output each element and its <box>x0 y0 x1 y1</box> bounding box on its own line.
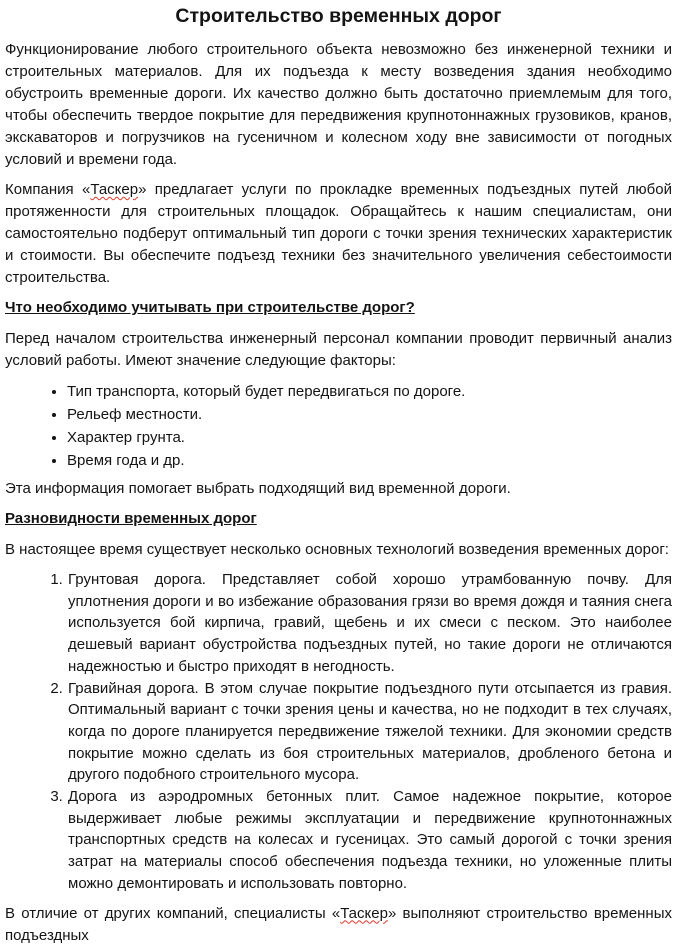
paragraph-company <box>5 179 672 289</box>
paragraph-outro <box>5 903 672 947</box>
factors-list-item-relief: • Рельеф местности. <box>67 403 672 426</box>
paragraph-outro-pre: В отличие от других компаний, специалисты « <box>5 904 341 922</box>
paragraph-factors-intro: Перед началом строительства инженерный персонал компании проводит первичный анализ условий работы. Имеют значение следующие факторы: <box>5 330 672 369</box>
spellcheck-word-tasker-2[interactable]: Таскер <box>340 904 388 922</box>
section-heading-factors: Что необходимо учитывать при строительстве дорог? <box>5 299 415 316</box>
paragraph-company-pre: Компания « <box>5 181 91 198</box>
paragraph-intro: Функционирование любого строительного объекта невозможно без инженерной техники и строительных материалов. Для их подъезда к месту возведения здания необходимо обустроить временные дороги. Их качество должно быть достаточно приемлемым для того, чтобы обеспечить твердое покрытие для передвижения крупнотоннажных грузовиков, кранов, экскаваторов и погрузчиков на гусеничном и колесном ходу вне зависимости от погодных условий и времени года. <box>5 41 672 168</box>
road-type-item-gravel: 2. Гравийная дорога. В этом случае покрытие подъездного пути отсыпается из гравия. Оптимальный вариант с точки зрения цены и качества, но не подходит в тех случаях, когда по дороге планируется передвижение тяжелой техники. Для экономии средств покрытие можно сделать из боя строительных материалов, дробленого бетона и другого подобного строительного мусора. <box>67 678 672 787</box>
factors-list-item-season: • Время года и др. <box>67 449 672 472</box>
factors-list <box>5 380 672 472</box>
document-canvas[interactable] <box>5 4 672 947</box>
spellcheck-word-tasker[interactable]: Таскер <box>90 181 139 198</box>
road-type-item-dirt: 1. Грунтовая дорога. Представляет собой хорошо утрамбованную почву. Для уплотнения дороги и во избежание образования грязи во время дождя и таяния снега используется бой кирпича, гравий, щебень и их смеси с песком. Это наиболее дешевый вариант обустройства подъездных путей, но такие дороги не отличаются надежностью и быстро приходят в негодность. <box>67 569 672 678</box>
paragraph-outro-post: » выполняют строительство временных подъездных <box>5 904 672 944</box>
paragraph-types-intro: В настоящее время существует несколько основных технологий возведения временных дорог: <box>5 541 669 558</box>
factors-list-item-transport: • Тип транспорта, который будет передвигаться по дороге. <box>67 380 672 403</box>
road-type-item-slabs: 3. Дорога из аэродромных бетонных плит. Самое надежное покрытие, которое выдерживает любые режимы эксплуатации и передвижение крупнотоннажных транспортных средств на колесах и гусеницах. Это самый дорогой с точки зрения затрат на материалы способ обеспечения подъезда техники, но уложенные плиты можно демонтировать и использовать повторно. <box>67 786 672 895</box>
paragraph-company-post: » предлагает услуги по прокладке временных подъездных путей любой протяженности для строительных площадок. Обращайтесь к нашим специалистам, они самостоятельно подберут оптимальный тип дороги с точки зрения технических характеристик и стоимости. Вы обеспечите подъезд техники без значительного увеличения себестоимости строительства. <box>5 181 672 286</box>
paragraph-factors-outro: Эта информация помогает выбрать подходящий вид временной дороги. <box>5 480 511 497</box>
road-types-list <box>5 569 672 895</box>
factors-list-item-soil: • Характер грунта. <box>67 426 672 449</box>
document-title: Строительство временных дорог <box>175 5 502 27</box>
section-heading-types: Разновидности временных дорог <box>5 510 257 527</box>
